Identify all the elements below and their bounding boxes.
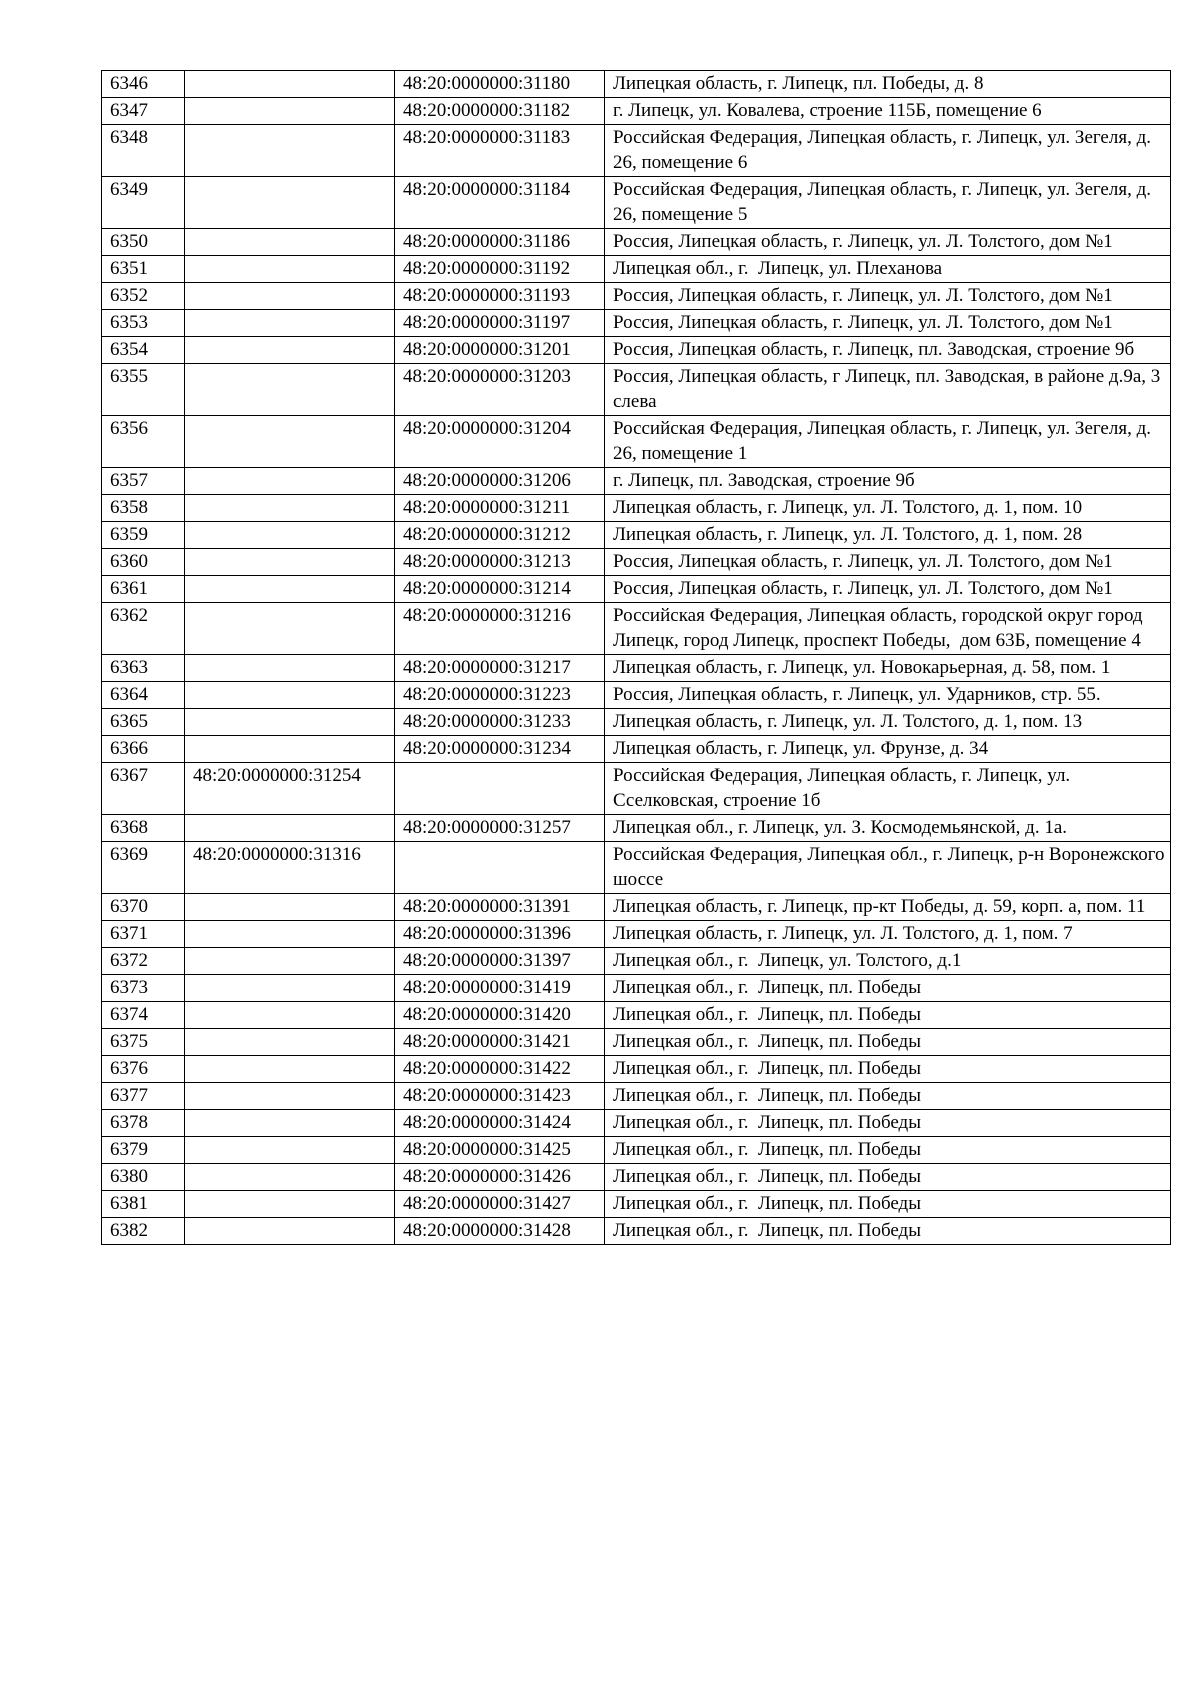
table-row (102, 736, 1171, 763)
cadastral-number-cell-b: 48:20:0000000:31425 (395, 1137, 605, 1164)
address-cell: Липецкая область, г. Липецк, ул. Л. Толстого, д. 1, пом. 13 (605, 709, 1171, 736)
cadastral-number-cell-b: 48:20:0000000:31214 (395, 576, 605, 603)
cadastral-number-cell-b: 48:20:0000000:31427 (395, 1191, 605, 1218)
table-row (102, 1110, 1171, 1137)
cadastral-number-cell-b: 48:20:0000000:31204 (395, 416, 605, 468)
cadastral-number-cell-a (185, 256, 395, 283)
row-number-cell: 6364 (102, 682, 185, 709)
cadastral-number-cell-a (185, 416, 395, 468)
table-row (102, 283, 1171, 310)
row-number-cell: 6356 (102, 416, 185, 468)
row-number-cell: 6381 (102, 1191, 185, 1218)
cadastral-number-cell-a (185, 1002, 395, 1029)
table-row (102, 125, 1171, 177)
address-cell: Российская Федерация, Липецкая область, городской округ город Липецк, город Липецк, проспект Победы, дом 63Б, помещение 4 (605, 603, 1171, 655)
row-number-cell: 6360 (102, 549, 185, 576)
row-number-cell: 6366 (102, 736, 185, 763)
table-row (102, 1056, 1171, 1083)
cadastral-number-cell-a (185, 576, 395, 603)
cadastral-number-cell-a (185, 709, 395, 736)
address-cell: Российская Федерация, Липецкая область, г. Липецк, ул. Зегеля, д. 26, помещение 6 (605, 125, 1171, 177)
cadastral-number-cell-b: 48:20:0000000:31391 (395, 894, 605, 921)
cadastral-number-cell-b: 48:20:0000000:31206 (395, 468, 605, 495)
row-number-cell: 6361 (102, 576, 185, 603)
row-number-cell: 6382 (102, 1218, 185, 1245)
cadastral-number-cell-b: 48:20:0000000:31223 (395, 682, 605, 709)
cadastral-number-cell-a (185, 603, 395, 655)
row-number-cell: 6365 (102, 709, 185, 736)
table-row (102, 655, 1171, 682)
address-cell: Российская Федерация, Липецкая область, г. Липецк, ул. Зегеля, д. 26, помещение 5 (605, 177, 1171, 229)
row-number-cell: 6371 (102, 921, 185, 948)
row-number-cell: 6376 (102, 1056, 185, 1083)
address-cell: Липецкая обл., г. Липецк, пл. Победы (605, 1083, 1171, 1110)
cadastral-number-cell-a (185, 736, 395, 763)
row-number-cell: 6348 (102, 125, 185, 177)
cadastral-number-cell-a (185, 682, 395, 709)
cadastral-number-cell-b (395, 842, 605, 894)
address-cell: Россия, Липецкая область, г. Липецк, ул. Л. Толстого, дом №1 (605, 283, 1171, 310)
address-cell: Российская Федерация, Липецкая область, г. Липецк, ул. Зегеля, д. 26, помещение 1 (605, 416, 1171, 468)
address-cell: Липецкая обл., г. Липецк, ул. З. Космодемьянской, д. 1а. (605, 815, 1171, 842)
address-cell: Липецкая область, г. Липецк, ул. Фрунзе, д. 34 (605, 736, 1171, 763)
table-row (102, 815, 1171, 842)
address-cell: Липецкая обл., г. Липецк, пл. Победы (605, 975, 1171, 1002)
cadastral-number-cell-b: 48:20:0000000:31211 (395, 495, 605, 522)
row-number-cell: 6375 (102, 1029, 185, 1056)
cadastral-number-cell-b: 48:20:0000000:31183 (395, 125, 605, 177)
table-row (102, 948, 1171, 975)
row-number-cell: 6358 (102, 495, 185, 522)
cadastral-number-cell-a (185, 229, 395, 256)
cadastral-number-cell-a (185, 1164, 395, 1191)
table-row (102, 1083, 1171, 1110)
cadastral-number-cell-a (185, 71, 395, 98)
cadastral-number-cell-b: 48:20:0000000:31186 (395, 229, 605, 256)
row-number-cell: 6363 (102, 655, 185, 682)
table-row (102, 177, 1171, 229)
address-cell: Россия, Липецкая область, г. Липецк, ул. Л. Толстого, дом №1 (605, 576, 1171, 603)
table-row (102, 894, 1171, 921)
cadastral-number-cell-a (185, 921, 395, 948)
address-cell: Липецкая обл., г. Липецк, пл. Победы (605, 1002, 1171, 1029)
row-number-cell: 6377 (102, 1083, 185, 1110)
table-row (102, 1164, 1171, 1191)
row-number-cell: 6347 (102, 98, 185, 125)
document-page (101, 70, 1171, 1245)
cadastral-number-cell-a (185, 1137, 395, 1164)
row-number-cell: 6351 (102, 256, 185, 283)
cadastral-number-cell-a (185, 1029, 395, 1056)
table-row (102, 975, 1171, 1002)
address-cell: Российская Федерация, Липецкая область, г. Липецк, ул. Сселковская, строение 1б (605, 763, 1171, 815)
cadastral-number-cell-a (185, 364, 395, 416)
row-number-cell: 6352 (102, 283, 185, 310)
address-cell: Липецкая обл., г. Липецк, пл. Победы (605, 1110, 1171, 1137)
address-cell: Россия, Липецкая область, г. Липецк, ул. Л. Толстого, дом №1 (605, 229, 1171, 256)
table-row (102, 229, 1171, 256)
cadastral-number-cell-b: 48:20:0000000:31180 (395, 71, 605, 98)
row-number-cell: 6370 (102, 894, 185, 921)
address-cell: Липецкая обл., г. Липецк, пл. Победы (605, 1164, 1171, 1191)
row-number-cell: 6359 (102, 522, 185, 549)
registry-table-body (102, 71, 1171, 1245)
cadastral-number-cell-a (185, 655, 395, 682)
cadastral-number-cell-b: 48:20:0000000:31192 (395, 256, 605, 283)
address-cell: Липецкая обл., г. Липецк, пл. Победы (605, 1191, 1171, 1218)
cadastral-number-cell-a (185, 468, 395, 495)
cadastral-number-cell-a (185, 522, 395, 549)
cadastral-number-cell-b: 48:20:0000000:31217 (395, 655, 605, 682)
table-row (102, 1029, 1171, 1056)
table-row (102, 1218, 1171, 1245)
row-number-cell: 6354 (102, 337, 185, 364)
table-row (102, 256, 1171, 283)
table-row (102, 549, 1171, 576)
address-cell: Липецкая обл., г. Липецк, пл. Победы (605, 1056, 1171, 1083)
table-row (102, 1002, 1171, 1029)
address-cell: Липецкая обл., г. Липецк, ул. Толстого, д.1 (605, 948, 1171, 975)
cadastral-number-cell-b: 48:20:0000000:31193 (395, 283, 605, 310)
cadastral-number-cell-a (185, 815, 395, 842)
cadastral-number-cell-b: 48:20:0000000:31421 (395, 1029, 605, 1056)
cadastral-number-cell-a (185, 1218, 395, 1245)
row-number-cell: 6353 (102, 310, 185, 337)
table-row (102, 709, 1171, 736)
cadastral-number-cell-a (185, 1056, 395, 1083)
cadastral-number-cell-b: 48:20:0000000:31203 (395, 364, 605, 416)
cadastral-number-cell-b: 48:20:0000000:31426 (395, 1164, 605, 1191)
cadastral-number-cell-b: 48:20:0000000:31419 (395, 975, 605, 1002)
table-row (102, 1137, 1171, 1164)
cadastral-number-cell-a (185, 125, 395, 177)
address-cell: Российская Федерация, Липецкая обл., г. Липецк, р-н Воронежского шоссе (605, 842, 1171, 894)
cadastral-number-cell-a (185, 98, 395, 125)
row-number-cell: 6372 (102, 948, 185, 975)
address-cell: Липецкая область, г. Липецк, ул. Новокарьерная, д. 58, пом. 1 (605, 655, 1171, 682)
cadastral-number-cell-b: 48:20:0000000:31396 (395, 921, 605, 948)
cadastral-number-cell-b: 48:20:0000000:31233 (395, 709, 605, 736)
cadastral-number-cell-a: 48:20:0000000:31316 (185, 842, 395, 894)
cadastral-number-cell-b: 48:20:0000000:31201 (395, 337, 605, 364)
table-row (102, 763, 1171, 815)
table-row (102, 98, 1171, 125)
address-cell: Липецкая область, г. Липецк, ул. Л. Толстого, д. 1, пом. 28 (605, 522, 1171, 549)
row-number-cell: 6374 (102, 1002, 185, 1029)
table-row (102, 682, 1171, 709)
table-row (102, 495, 1171, 522)
cadastral-number-cell-a (185, 549, 395, 576)
cadastral-number-cell-b (395, 763, 605, 815)
address-cell: Липецкая область, г. Липецк, ул. Л. Толстого, д. 1, пом. 10 (605, 495, 1171, 522)
table-row (102, 468, 1171, 495)
table-row (102, 522, 1171, 549)
table-row (102, 603, 1171, 655)
cadastral-number-cell-b: 48:20:0000000:31423 (395, 1083, 605, 1110)
row-number-cell: 6368 (102, 815, 185, 842)
cadastral-number-cell-a (185, 177, 395, 229)
address-cell: Липецкая обл., г. Липецк, пл. Победы (605, 1218, 1171, 1245)
address-cell: г. Липецк, ул. Ковалева, строение 115Б, помещение 6 (605, 98, 1171, 125)
cadastral-number-cell-b: 48:20:0000000:31424 (395, 1110, 605, 1137)
table-row (102, 842, 1171, 894)
cadastral-number-cell-a (185, 975, 395, 1002)
cadastral-number-cell-b: 48:20:0000000:31197 (395, 310, 605, 337)
cadastral-number-cell-b: 48:20:0000000:31422 (395, 1056, 605, 1083)
cadastral-number-cell-a (185, 495, 395, 522)
cadastral-number-cell-b: 48:20:0000000:31397 (395, 948, 605, 975)
row-number-cell: 6373 (102, 975, 185, 1002)
table-row (102, 416, 1171, 468)
cadastral-number-cell-a (185, 337, 395, 364)
row-number-cell: 6357 (102, 468, 185, 495)
address-cell: г. Липецк, пл. Заводская, строение 9б (605, 468, 1171, 495)
address-cell: Липецкая область, г. Липецк, пл. Победы, д. 8 (605, 71, 1171, 98)
row-number-cell: 6350 (102, 229, 185, 256)
address-cell: Россия, Липецкая область, г. Липецк, пл. Заводская, строение 9б (605, 337, 1171, 364)
row-number-cell: 6378 (102, 1110, 185, 1137)
cadastral-number-cell-a (185, 283, 395, 310)
cadastral-number-cell-b: 48:20:0000000:31420 (395, 1002, 605, 1029)
cadastral-number-cell-b: 48:20:0000000:31184 (395, 177, 605, 229)
cadastral-number-cell-b: 48:20:0000000:31216 (395, 603, 605, 655)
address-cell: Россия, Липецкая область, г. Липецк, ул. Л. Толстого, дом №1 (605, 310, 1171, 337)
row-number-cell: 6362 (102, 603, 185, 655)
cadastral-number-cell-a (185, 310, 395, 337)
row-number-cell: 6380 (102, 1164, 185, 1191)
address-cell: Россия, Липецкая область, г Липецк, пл. Заводская, в районе д.9а, 3 слева (605, 364, 1171, 416)
cadastral-number-cell-a (185, 894, 395, 921)
cadastral-number-cell-a: 48:20:0000000:31254 (185, 763, 395, 815)
cadastral-number-cell-a (185, 1083, 395, 1110)
table-row (102, 1191, 1171, 1218)
cadastral-number-cell-b: 48:20:0000000:31212 (395, 522, 605, 549)
row-number-cell: 6346 (102, 71, 185, 98)
cadastral-number-cell-b: 48:20:0000000:31257 (395, 815, 605, 842)
table-row (102, 310, 1171, 337)
cadastral-registry-table (101, 70, 1171, 1245)
row-number-cell: 6355 (102, 364, 185, 416)
row-number-cell: 6379 (102, 1137, 185, 1164)
address-cell: Липецкая обл., г. Липецк, ул. Плеханова (605, 256, 1171, 283)
table-row (102, 364, 1171, 416)
address-cell: Россия, Липецкая область, г. Липецк, ул. Л. Толстого, дом №1 (605, 549, 1171, 576)
address-cell: Россия, Липецкая область, г. Липецк, ул. Ударников, стр. 55. (605, 682, 1171, 709)
table-row (102, 576, 1171, 603)
cadastral-number-cell-a (185, 1110, 395, 1137)
address-cell: Липецкая область, г. Липецк, ул. Л. Толстого, д. 1, пом. 7 (605, 921, 1171, 948)
table-row (102, 71, 1171, 98)
cadastral-number-cell-a (185, 948, 395, 975)
address-cell: Липецкая область, г. Липецк, пр-кт Победы, д. 59, корп. а, пом. 11 (605, 894, 1171, 921)
cadastral-number-cell-b: 48:20:0000000:31234 (395, 736, 605, 763)
row-number-cell: 6349 (102, 177, 185, 229)
table-row (102, 337, 1171, 364)
cadastral-number-cell-a (185, 1191, 395, 1218)
row-number-cell: 6369 (102, 842, 185, 894)
cadastral-number-cell-b: 48:20:0000000:31213 (395, 549, 605, 576)
cadastral-number-cell-b: 48:20:0000000:31428 (395, 1218, 605, 1245)
table-row (102, 921, 1171, 948)
cadastral-number-cell-b: 48:20:0000000:31182 (395, 98, 605, 125)
address-cell: Липецкая обл., г. Липецк, пл. Победы (605, 1029, 1171, 1056)
address-cell: Липецкая обл., г. Липецк, пл. Победы (605, 1137, 1171, 1164)
row-number-cell: 6367 (102, 763, 185, 815)
